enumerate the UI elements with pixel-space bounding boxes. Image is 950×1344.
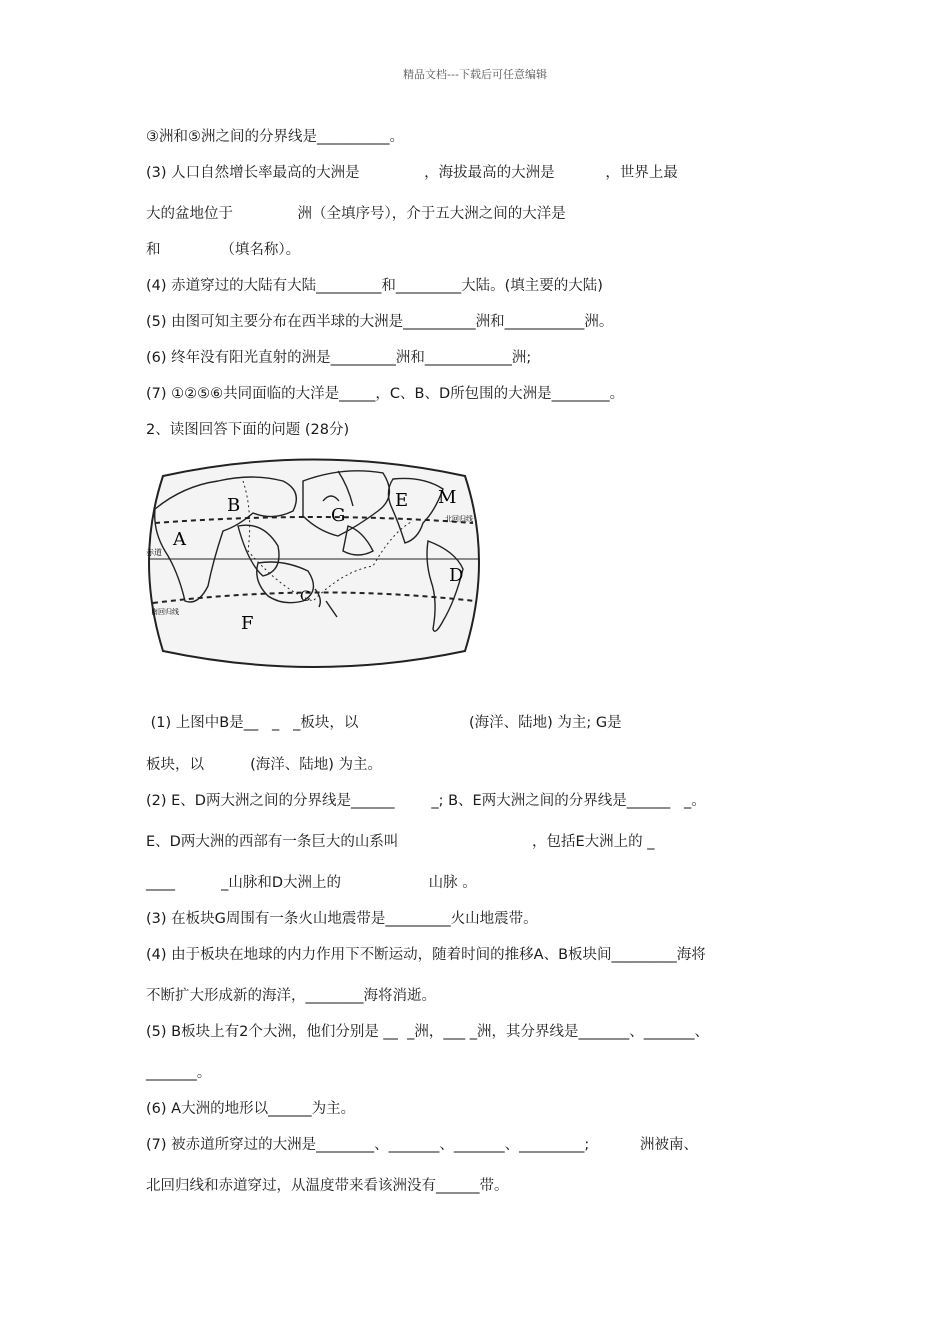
q2-line-11: (6) A大洲的地形以______为主。 xyxy=(146,1101,356,1117)
q2-line-8: 不断扩大形成新的海洋，________海将消逝。 xyxy=(146,988,436,1004)
q2-title: 2、读图回答下面的问题 (28分) xyxy=(146,422,350,438)
q2-line-3: (2) E、D两大洲之间的分界线是______ _; B、E两大洲之间的分界线是______ _。 xyxy=(146,793,706,809)
q2-line-2: 板块，以 (海洋、陆地) 为主。 xyxy=(146,757,383,773)
q2-line-7: (4) 由于板块在地球的内力作用下不断运动，随着时间的推移A、B板块间_________海将 xyxy=(146,947,706,963)
map-label-c: C xyxy=(300,589,311,605)
q2-line-5: ____ _山脉和D大洲上的 山脉 。 xyxy=(146,875,477,891)
map-label-e: E xyxy=(395,490,409,511)
q2-line-13: 北回归线和赤道穿过，从温度带来看该洲没有______带。 xyxy=(146,1178,509,1194)
q2-line-1: (1) 上图中B是__ _ _板块，以 (海洋、陆地) 为主; G是 xyxy=(146,715,622,731)
q1-line-3: 大的盆地位于 洲（全填序号），介于五大洲之间的大洋是 xyxy=(146,206,566,222)
q2-line-10: _______。 xyxy=(146,1065,212,1081)
q1-line-8: (7) ①②⑤⑥共同面临的大洋是_____，C、B、D所包围的大洲是________。 xyxy=(146,386,625,402)
q1-line-6: (5) 由图可知主要分布在西半球的大洲是__________洲和___________洲。 xyxy=(146,314,614,330)
tropic-north-label: 北回归线 xyxy=(445,515,473,523)
q2-line-9: (5) B板块上有2个大洲，他们分别是 __ _洲，___ _洲，其分界线是_______、_______、 xyxy=(146,1024,710,1040)
map-label-g: G xyxy=(331,505,346,526)
q2-line-6: (3) 在板块G周围有一条火山地震带是_________火山地震带。 xyxy=(146,911,538,927)
page-header: 精品文档---下载后可任意编辑 xyxy=(403,68,547,81)
map-label-m: M xyxy=(438,487,457,508)
equator-label: 赤道 xyxy=(146,548,162,557)
map-label-a: A xyxy=(173,529,186,550)
map-label-f: F xyxy=(241,613,254,634)
q1-line-2: (3) 人口自然增长率最高的大洲是 ，海拔最高的大洲是 ，世界上最 xyxy=(146,165,678,181)
q1-line-5: (4) 赤道穿过的大陆有大陆_________和_________大陆。(填主要的大陆) xyxy=(146,278,603,294)
q1-line-1: ③洲和⑤洲之间的分界线是__________。 xyxy=(146,129,404,145)
tropic-south-label: 南回归线 xyxy=(151,608,179,616)
world-plates-map xyxy=(143,451,485,672)
q2-line-4: E、D两大洲的西部有一条巨大的山系叫 ，包括E大洲上的 _ xyxy=(146,834,655,850)
q2-line-12: (7) 被赤道所穿过的大洲是________、_______、_______、_________; 洲被南、 xyxy=(146,1137,698,1153)
map-label-d: D xyxy=(449,565,464,586)
map-label-b: B xyxy=(227,495,241,516)
q1-line-7: (6) 终年没有阳光直射的洲是_________洲和____________洲; xyxy=(146,350,532,366)
q1-line-4: 和 （填名称）。 xyxy=(146,242,301,258)
